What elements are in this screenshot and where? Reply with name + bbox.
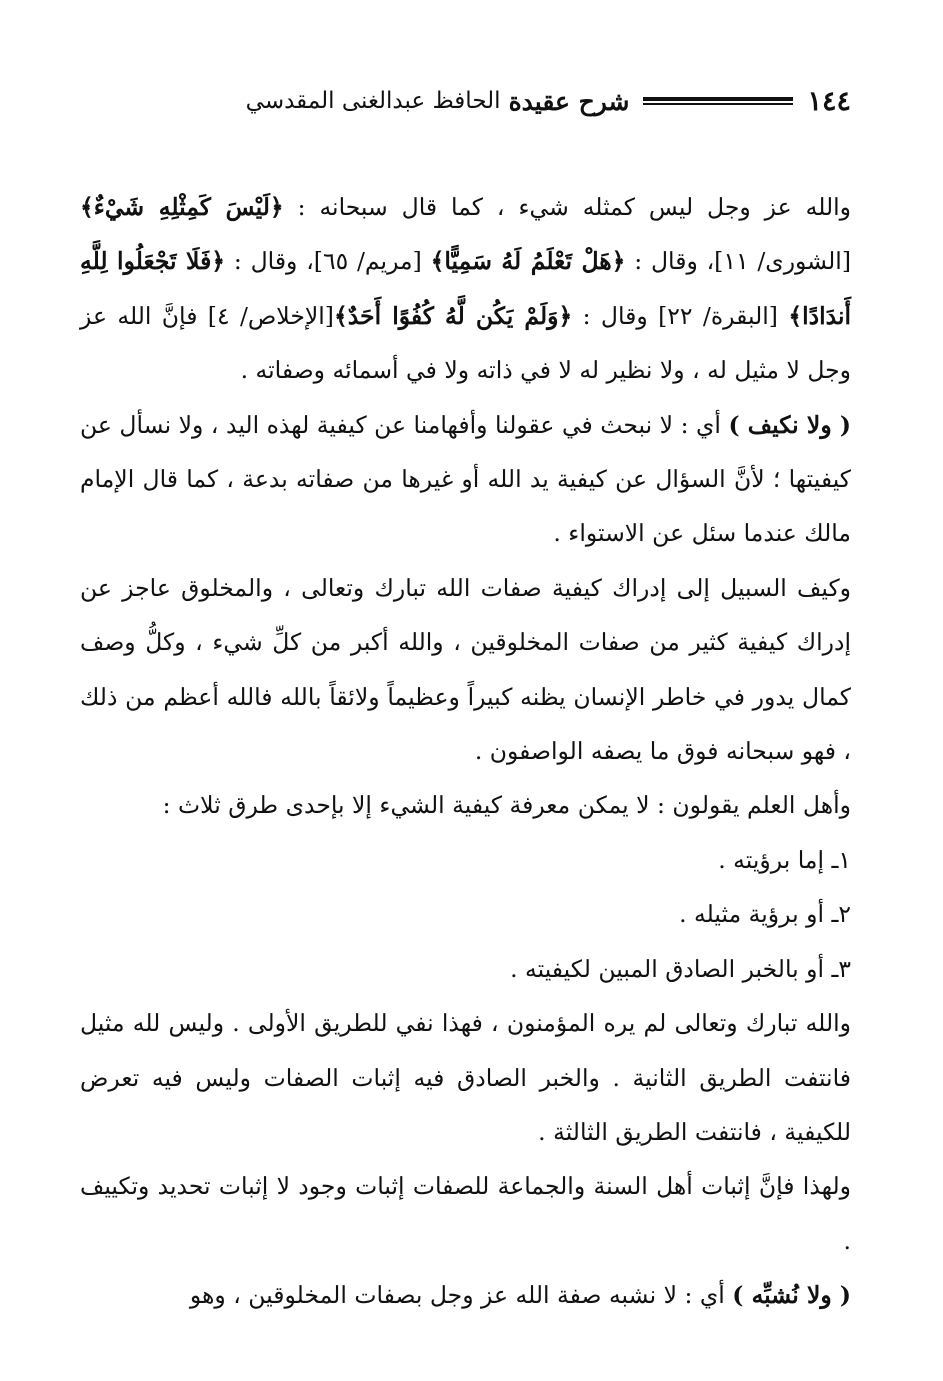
running-title: شرح عقيدة: [508, 86, 630, 116]
list-item-text: ١ـ إما برؤيته .: [718, 845, 851, 874]
paragraph-text: [مريم/ ٦٥]، وقال :: [225, 247, 431, 276]
paragraph-text: والله عز وجل ليس كمثله شيء ، كما قال سبحانه :: [283, 193, 852, 221]
quran-verse: ﴿لَيْسَ كَمِثْلِهِ شَيْءٌ﴾: [80, 193, 284, 221]
running-subtitle: الحافظ عبدالغنى المقدسي: [245, 88, 501, 114]
quran-verse: ﴿فَلَا تَجْعَلُوا لِلَّهِ أَندَادًا﴾: [80, 247, 852, 330]
page-body: [80, 180, 851, 1323]
paragraph: [80, 398, 851, 561]
quran-verse: ﴿هَلْ تَعْلَمُ لَهُ سَمِيًّا﴾: [430, 247, 626, 276]
paragraph-text: أي : لا نشبه صفة الله عز وجل بصفات المخلوقين ، وهو: [189, 1281, 733, 1310]
paragraph-text: [الإخلاص/ ٤] فإنَّ الله عز وجل لا مثيل له ، ولا نظير له لا في ذاته ولا في أسمائه وصفاته .: [80, 301, 851, 385]
paragraph: [80, 996, 851, 1159]
paragraph: [80, 180, 851, 398]
list-item-text: ٣ـ أو بالخبر الصادق المبين لكيفيته .: [510, 954, 851, 983]
paragraph-text: والله تبارك وتعالى لم يره المؤمنون ، فهذا نفي للطريق الأولى . وليس لله مثيل فانتفت الطريق الثانية . والخبر الصادق فيه إثبات الصفات وليس فيه تعرض للكيفية ، فانتفت الطريق الثالثة .: [80, 1009, 851, 1146]
header-rule: [643, 97, 793, 105]
paragraph: [80, 561, 851, 779]
list-item: [80, 887, 851, 941]
paragraph: [80, 1268, 851, 1322]
quran-verse: ﴿وَلَمْ يَكُن لَّهُ كُفُوًا أَحَدٌ﴾: [333, 301, 573, 330]
list-item: [80, 833, 851, 887]
page-header: [40, 78, 851, 124]
list-item-text: ٢ـ أو برؤية مثيله .: [679, 900, 851, 929]
paragraph-text: وأهل العلم يقولون : لا يمكن معرفة كيفية الشيء إلا بإحدى طرق ثلاث :: [162, 791, 851, 820]
paragraph-text: وكيف السبيل إلى إدراك كيفية صفات الله تبارك وتعالى ، والمخلوق عاجز عن إدراك كيفية كثير من صفات المخلوقين ، والله أكبر من كلِّ شيء ، وكلُّ وصف كمال يدور في خاطر الإنسان يظنه كبيراً وعظيماً ولائقاً بالله فالله أعظم من ذلك ، فهو سبحانه فوق ما يصفه الواصفون .: [80, 573, 851, 766]
paragraph-text: [الشورى/ ١١]، وقال :: [625, 247, 852, 276]
paragraph-text: أي : لا نبحث في عقولنا وأفهامنا عن كيفية لهذه اليد ، ولا نسأل عن كيفيتها ؛ لأنَّ السؤال عن كيفية يد الله أو غيرها من صفاته بدعة ، كما قال الإمام مالك عندما سئل عن الاستواء .: [80, 410, 851, 548]
list-item: [80, 942, 851, 996]
paragraph: [80, 1159, 851, 1268]
paragraph-text: [البقرة/ ٢٢] وقال :: [572, 301, 789, 330]
matn-heading: ( ولا نكيف ): [728, 410, 852, 439]
page-number: ١٤٤: [807, 85, 851, 117]
paragraph-text: ولهذا فإنَّ إثبات أهل السنة والجماعة للصفات إثبات وجود لا إثبات تحديد وتكييف .: [80, 1172, 851, 1255]
matn-heading: ( ولا نُشبِّه ): [732, 1281, 851, 1310]
paragraph: [80, 778, 851, 832]
